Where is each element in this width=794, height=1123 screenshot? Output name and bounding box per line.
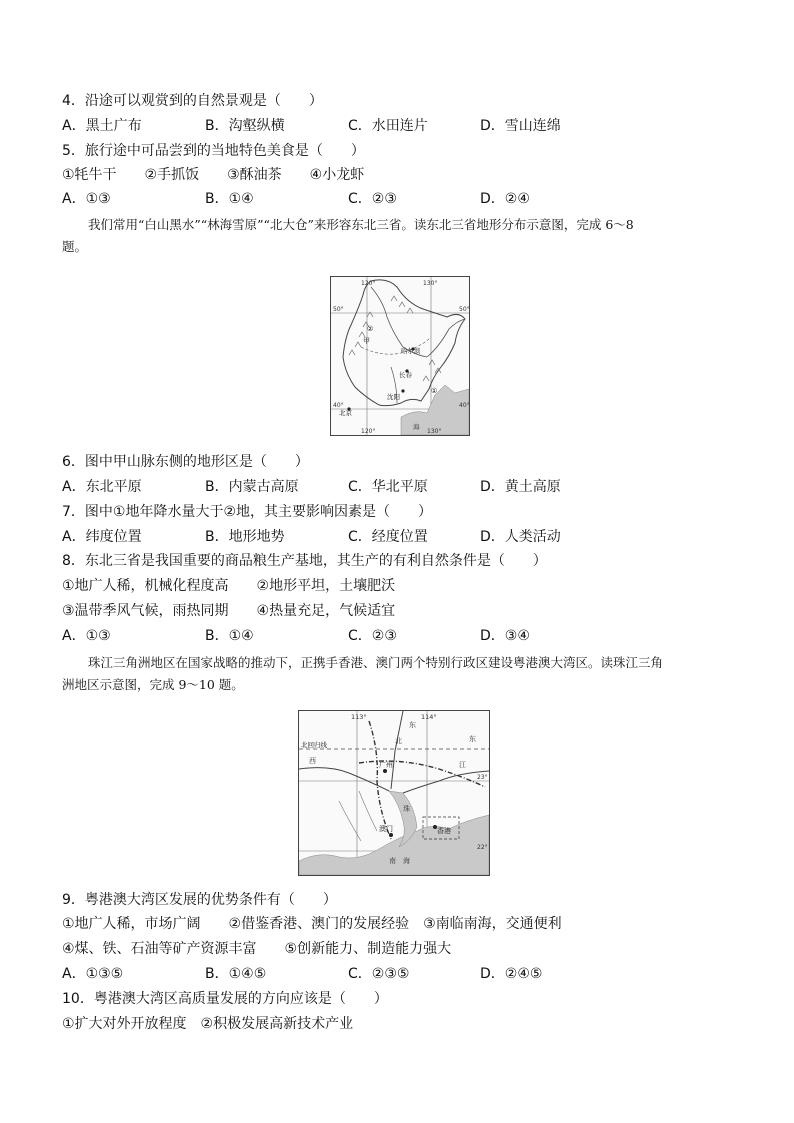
q7-stem: 7．图中①地年降水量大于②地，其主要影响因素是（ ） <box>62 504 433 520</box>
intro-9-10 <box>62 652 734 696</box>
q9-option-a: A．①③⑤ <box>62 966 124 982</box>
q5-option-c: C．②③ <box>348 191 397 207</box>
map2-lon-label-114: 114° <box>421 713 437 721</box>
map1-label-mark1: ① <box>431 387 438 395</box>
q9-items-line1: ①地广人稀，市场广阔 ②借鉴香港、澳门的发展经验 ③南临南海，交通便利 <box>62 916 562 932</box>
map1-lat-label-50-right: 50° <box>459 306 469 313</box>
intro-6-8-line1: 我们常用“白山黑水”“林海雪原”“北大仓”来形容东北三省。读东北三省地形分布示意图，完成 6～8 <box>88 217 634 232</box>
q6-option-a: A．东北平原 <box>62 479 142 495</box>
q9-option-d: D．②④⑤ <box>480 966 543 982</box>
q8-stem: 8．东北三省是我国重要的商品粮生产基地，其生产的有利自然条件是（ ） <box>62 553 547 569</box>
map1-label-beijing: 北京 <box>339 409 352 417</box>
map1-label-mark2: ② <box>367 325 374 333</box>
map2-label-dong: 东 <box>409 721 416 729</box>
q7-option-d: D．人类活动 <box>480 529 561 545</box>
q10-stem: 10．粤港澳大湾区高质量发展的方向应该是（ ） <box>62 991 388 1007</box>
q4-option-a: A．黑土广布 <box>62 118 142 134</box>
q6-option-c: C．华北平原 <box>348 479 428 495</box>
map1-lat-label-40-left: 40° <box>333 402 344 409</box>
map2-label-bei: 北 <box>395 737 402 745</box>
map1-label-sea: 海 <box>413 423 420 431</box>
map2-label-jiang: 江 <box>459 761 466 769</box>
q9-items-line2: ④煤、铁、石油等矿产资源丰富 ⑤创新能力、制造能力强大 <box>62 941 452 957</box>
map2-label-guangzhou: 广州 <box>379 761 393 769</box>
q4-option-c: C．水田连片 <box>348 118 428 134</box>
q10-items: ①扩大对外开放程度 ②积极发展高新技术产业 <box>62 1016 354 1032</box>
intro-6-8 <box>62 214 734 258</box>
q8-option-a: A．①③ <box>62 628 111 644</box>
q9-stem: 9．粤港澳大湾区发展的优势条件有（ ） <box>62 892 337 908</box>
q6-stem: 6．图中甲山脉东侧的地形区是（ ） <box>62 454 309 470</box>
q8-items-line2: ③温带季风气候，雨热同期 ④热量充足，气候适宜 <box>62 603 396 619</box>
intro-9-10-line1: 珠江三角洲地区在国家战略的推动下，正携手香港、澳门两个特别行政区建设粤港澳大湾区。读珠江三角 <box>88 655 664 670</box>
map2-label-tropic: 北回归线 <box>301 741 327 749</box>
q6-option-b: B．内蒙古高原 <box>205 479 299 495</box>
pearl-river-delta-map <box>298 710 490 876</box>
q5-items: ①牦牛干 ②手抓饭 ③酥油茶 ④小龙虾 <box>62 167 365 183</box>
q6-option-d: D．黄土高原 <box>480 479 561 495</box>
map1-lon-label-120: 120° <box>361 280 376 287</box>
q8-option-d: D．③④ <box>480 628 530 644</box>
map2-label-dong-2: 东 <box>469 735 476 743</box>
map2-label-hai: 海 <box>403 857 410 865</box>
q7-option-a: A．纬度位置 <box>62 529 142 545</box>
map1-lon-label-130: 130° <box>423 280 438 287</box>
intro-6-8-line2: 题。 <box>62 239 88 254</box>
q9-option-b: B．①④⑤ <box>205 966 267 982</box>
map1-label-jia: 甲 <box>363 337 370 345</box>
q7-option-b: B．地形地势 <box>205 529 285 545</box>
q8-option-b: B．①④ <box>205 628 254 644</box>
q9-option-c: C．②③⑤ <box>348 966 410 982</box>
map2-label-xi: 西 <box>309 757 316 765</box>
map2-label-zhu: 珠 <box>403 805 410 813</box>
map2-lat-label-23: 23° <box>477 774 488 781</box>
map2-label-nan: 南 <box>389 857 396 865</box>
q5-option-b: B．①④ <box>205 191 254 207</box>
q5-stem: 5．旅行途中可品尝到的当地特色美食是（ ） <box>62 143 365 159</box>
q4-stem: 4．沿途可以观赏到的自然景观是（ ） <box>62 93 323 109</box>
map1-label-harbin: 哈尔滨 <box>401 347 421 355</box>
map1-lat-label-50-left: 50° <box>333 306 344 313</box>
map1-lon-label-130-bottom: 130° <box>427 428 442 435</box>
intro-9-10-line2: 洲地区示意图，完成 9～10 题。 <box>62 677 244 692</box>
q4-option-d: D．雪山连绵 <box>480 118 561 134</box>
map1-label-shenyang: 沈阳 <box>387 393 400 401</box>
q8-option-c: C．②③ <box>348 628 397 644</box>
q4-option-b: B．沟壑纵横 <box>205 118 285 134</box>
q5-option-a: A．①③ <box>62 191 111 207</box>
q7-option-c: C．经度位置 <box>348 529 428 545</box>
q5-option-d: D．②④ <box>480 191 530 207</box>
northeast-terrain-map <box>330 276 470 436</box>
q8-items-line1: ①地广人稀，机械化程度高 ②地形平坦，土壤肥沃 <box>62 578 396 594</box>
map2-lon-label-113: 113° <box>351 713 367 721</box>
map2-label-hongkong: 香港 <box>437 827 451 835</box>
map2-label-macau: 澳门 <box>379 825 393 833</box>
map1-label-changchun: 长春 <box>399 371 412 379</box>
map2-lat-label-22: 22° <box>477 844 488 851</box>
map1-lon-label-120-bottom: 120° <box>361 428 376 435</box>
map1-lat-label-40-right: 40° <box>459 402 469 409</box>
